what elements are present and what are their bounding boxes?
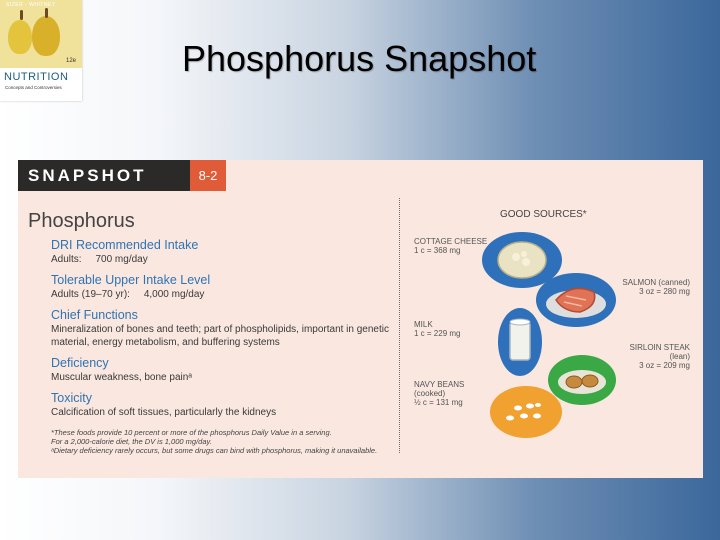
source-cottage-cheese: [414, 237, 487, 255]
functions-section: [51, 308, 391, 349]
slide-title: Phosphorus Snapshot: [182, 38, 537, 79]
section-heading: Chief Functions: [51, 308, 138, 322]
column-divider: [399, 198, 400, 453]
deficiency-section: [51, 356, 391, 384]
footnote-line: ᵃDietary deficiency rarely occurs, but some drugs can bind with phosphorus, making it unavailable.: [51, 446, 378, 455]
book-cover: [0, 0, 82, 101]
snapshot-number: 8-2: [190, 160, 226, 191]
source-name: NAVY BEANS: [414, 380, 465, 389]
section-body: Calcification of soft tissues, particularly the kidneys: [51, 407, 277, 418]
footnotes: [51, 428, 401, 455]
toxicity-section: [51, 391, 391, 419]
source-qualifier: (cooked): [414, 389, 446, 398]
ul-section: [51, 273, 391, 301]
food-illustrations: [480, 230, 620, 440]
source-qualifier: (lean): [669, 352, 690, 361]
source-navy-beans: [414, 380, 464, 407]
section-body: Muscular weakness, bone painᵃ: [51, 372, 193, 383]
good-sources-title: GOOD SOURCES*: [500, 209, 587, 220]
source-name: SALMON (canned): [622, 278, 690, 287]
source-name: MILK: [414, 320, 433, 329]
dri-section: [51, 238, 391, 266]
section-heading: Deficiency: [51, 356, 109, 370]
source-amount: 1 c = 229 mg: [414, 329, 461, 338]
section-heading: Tolerable Upper Intake Level: [51, 273, 211, 287]
source-salmon: [578, 278, 690, 296]
section-body: Adults (19–70 yr): 4,000 mg/day: [51, 289, 205, 300]
book-edition: 12e: [65, 58, 76, 64]
footnote-line: *These foods provide 10 percent or more of the phosphorus Daily Value in a serving.: [51, 428, 332, 437]
nutrient-title: Phosphorus: [28, 210, 135, 232]
source-amount: 3 oz = 280 mg: [639, 287, 690, 296]
section-heading: Toxicity: [51, 391, 92, 405]
section-body: Adults: 700 mg/day: [51, 254, 148, 265]
source-name: SIRLOIN STEAK: [629, 343, 690, 352]
source-amount: 3 oz = 209 mg: [639, 361, 690, 370]
section-body: Mineralization of bones and teeth; part of phospholipids, important in genetic material, energy metabolism, and buffering systems: [51, 324, 389, 348]
snapshot-label: SNAPSHOT: [18, 160, 190, 191]
source-milk: [414, 320, 460, 338]
snapshot-panel: [18, 160, 703, 478]
milk-icon: [498, 308, 542, 376]
source-name: COTTAGE CHEESE: [414, 237, 488, 246]
book-authors: SIZER · WHITNEY: [6, 2, 56, 8]
source-amount: ½ c = 131 mg: [414, 398, 463, 407]
book-subtitle: Concepts and Controversies: [5, 85, 62, 90]
book-title: NUTRITION: [4, 71, 69, 83]
source-amount: 1 c = 368 mg: [414, 246, 461, 255]
section-heading: DRI Recommended Intake: [51, 238, 199, 252]
source-sirloin-steak: [578, 343, 690, 370]
navy-beans-icon: [490, 386, 562, 438]
footnote-line: For a 2,000-calorie diet, the DV is 1,000 mg/day.: [51, 437, 212, 446]
